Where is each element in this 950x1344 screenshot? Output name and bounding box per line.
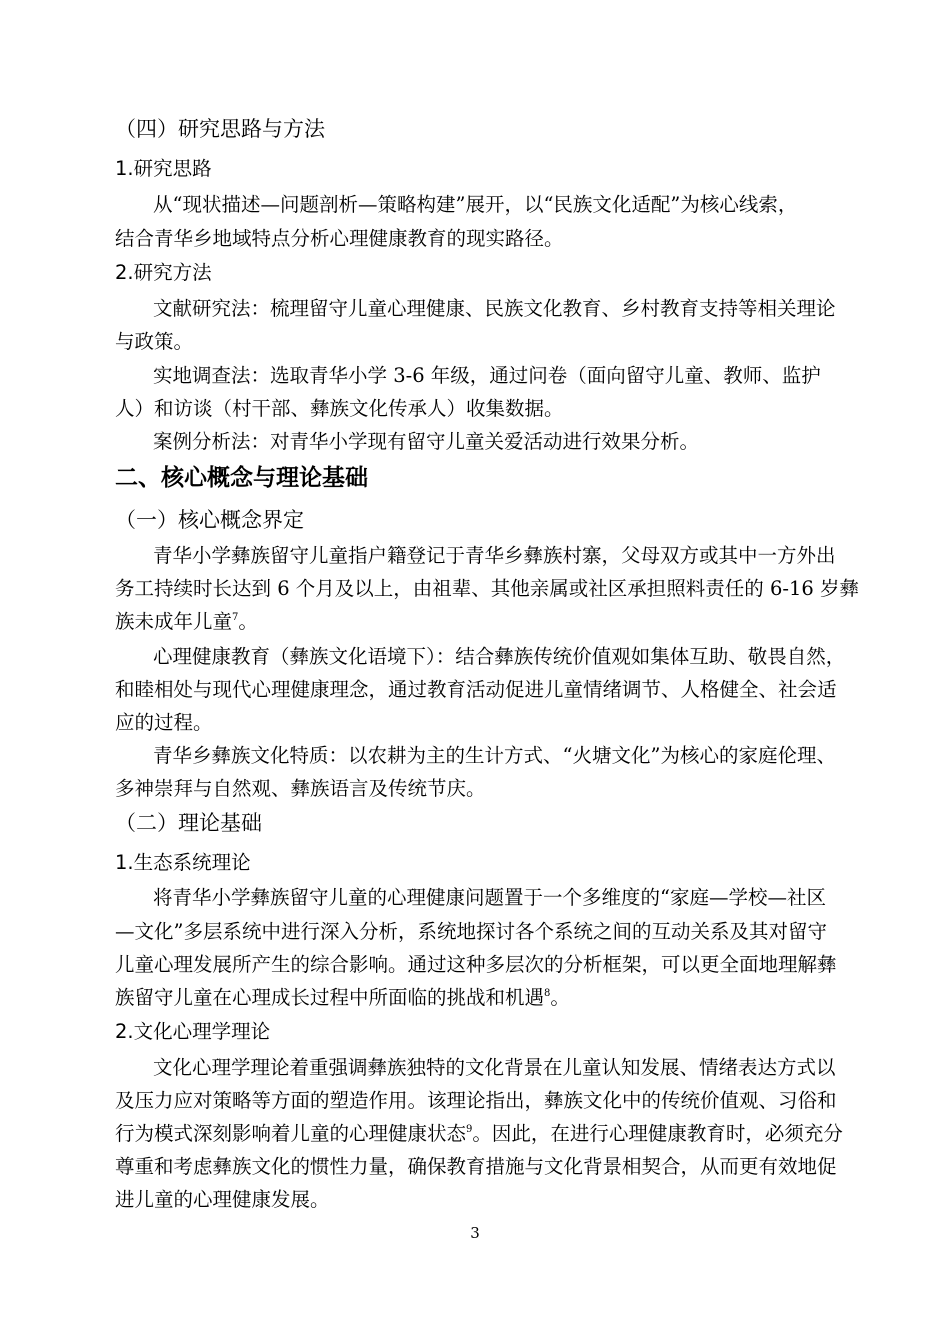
paragraph-line: 将青华小学彝族留守儿童的心理健康问题置于一个多维度的“家庭—学校—社区 xyxy=(153,886,826,909)
paragraph-line: 族留守儿童在心理成长过程中所面临的挑战和机遇$^8$。 xyxy=(115,986,570,1009)
subheading-ecosystem-theory: 1.生态系统理论 xyxy=(115,851,251,874)
section-heading-2: （二）理论基础 xyxy=(115,811,262,835)
paragraph-line: 文化心理学理论着重强调彝族独特的文化背景在儿童认知发展、情绪表达方式以 xyxy=(153,1056,836,1079)
paragraph-line: 务工持续时长达到 6 个月及以上，由祖辈、其他亲属或社区承担照料责任的 6-16 岁彝 xyxy=(115,577,860,600)
paragraph-line: 多神崇拜与自然观、彝族语言及传统节庆。 xyxy=(115,777,486,800)
subheading-research-idea: 1.研究思路 xyxy=(115,157,212,180)
paragraph-line: 实地调查法：选取青华小学 3-6 年级，通过问卷（面向留守儿童、教师、监护 xyxy=(153,364,821,387)
footnote-ref: 9 xyxy=(466,1124,473,1135)
paragraph-line: 从“现状描述—问题剖析—策略构建”展开，以“民族文化适配”为核心线索， xyxy=(153,193,798,216)
paragraph-line: 心理健康教育（彝族文化语境下）：结合彝族传统价值观如集体互助、敬畏自然， xyxy=(153,645,846,668)
paragraph-line: 尊重和考虑彝族文化的惯性力量，确保教育措施与文化背景相契合，从而更有效地促 xyxy=(115,1155,837,1178)
section-heading-1: （一）核心概念界定 xyxy=(115,508,304,532)
paragraph-line: 青华小学彝族留守儿童指户籍登记于青华乡彝族村寨，父母双方或其中一方外出 xyxy=(153,544,836,567)
paragraph-line: 案例分析法：对青华小学现有留守儿童关爱活动进行效果分析。 xyxy=(153,430,700,453)
paragraph-line: 进儿童的心理健康发展。 xyxy=(115,1188,330,1211)
paragraph-line: 与政策。 xyxy=(115,330,194,353)
chapter-heading-2: 二、核心概念与理论基础 xyxy=(115,465,368,491)
subheading-cultural-psychology: 2.文化心理学理论 xyxy=(115,1020,271,1043)
paragraph-line: 族未成年儿童$^7$。 xyxy=(115,610,258,633)
paragraph-line: 人）和访谈（村干部、彝族文化传承人）收集数据。 xyxy=(115,397,564,420)
paragraph-line: 和睦相处与现代心理健康理念，通过教育活动促进儿童情绪调节、人格健全、社会适 xyxy=(115,678,837,701)
footnote-ref: 7 xyxy=(232,612,239,623)
subheading-research-method: 2.研究方法 xyxy=(115,261,212,284)
paragraph-line: 结合青华乡地域特点分析心理健康教育的现实路径。 xyxy=(115,227,564,250)
footnote-ref: 8 xyxy=(544,988,551,999)
paragraph-line: 儿童心理发展所产生的综合影响。通过这种多层次的分析框架，可以更全面地理解彝 xyxy=(115,953,837,976)
paragraph-line: 文献研究法：梳理留守儿童心理健康、民族文化教育、乡村教育支持等相关理论 xyxy=(153,297,836,320)
paragraph-line: 应的过程。 xyxy=(115,711,213,734)
paragraph-line: 青华乡彝族文化特质：以农耕为主的生计方式、“火塘文化”为核心的家庭伦理、 xyxy=(153,744,836,767)
paragraph-line: 行为模式深刻影响着儿童的心理健康状态$^9$。因此，在进行心理健康教育时，必须充分 xyxy=(115,1122,843,1145)
paragraph-line: —文化”多层系统中进行深入分析，系统地探讨各个系统之间的互动关系及其对留守 xyxy=(115,920,827,943)
paragraph-line: 及压力应对策略等方面的塑造作用。该理论指出，彝族文化中的传统价值观、习俗和 xyxy=(115,1089,837,1112)
page-number: 3 xyxy=(470,1224,480,1242)
section-heading-4: （四）研究思路与方法 xyxy=(115,117,325,141)
